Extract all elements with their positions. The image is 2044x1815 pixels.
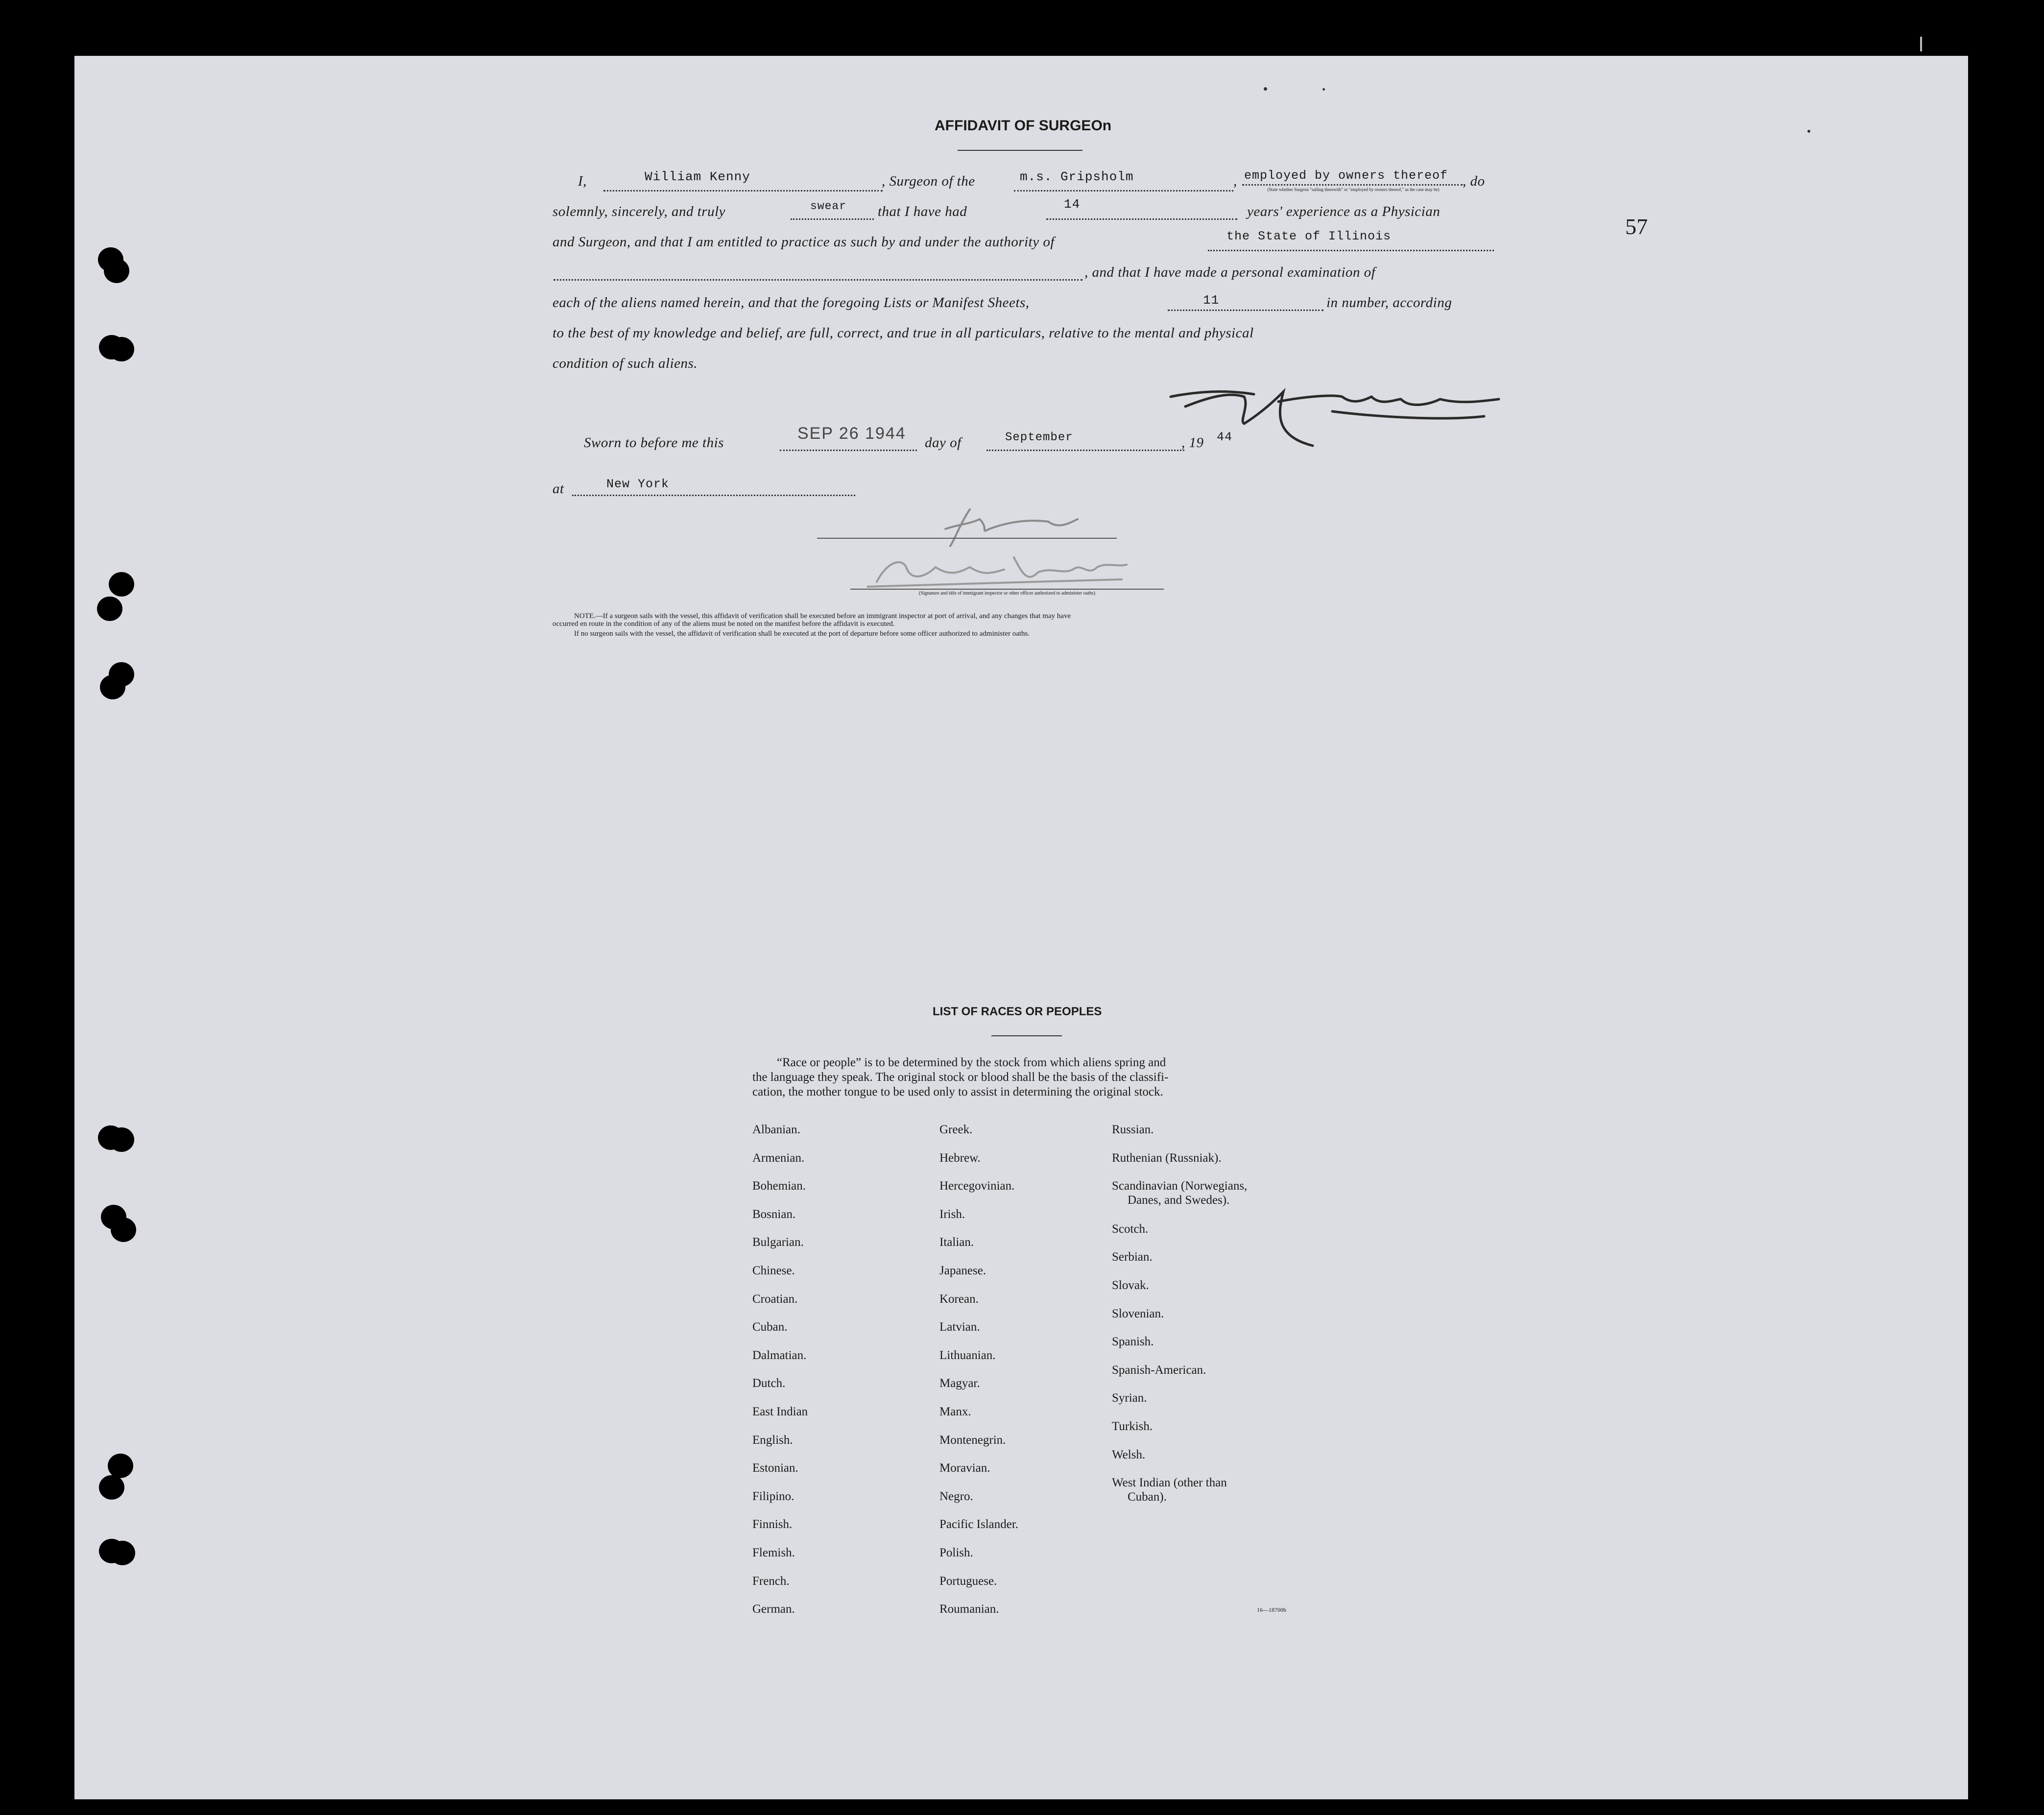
note-line-3: If no surgeon sails with the vessel, the affidavit of verification shall be executed at the port of departure before some officer authorized to administer oaths. xyxy=(574,630,1030,638)
line1-end: , do xyxy=(1463,173,1485,189)
title-rule xyxy=(958,150,1082,151)
races-intro-1: “Race or people” is to be determined by the stock from which aliens spring and xyxy=(777,1056,1166,1069)
surgeon-name-line xyxy=(603,190,883,191)
authority-line xyxy=(1208,250,1494,251)
punch-hole xyxy=(100,675,125,699)
list-item: Croatian. xyxy=(752,1292,798,1306)
list-item-line: Cuban). xyxy=(1128,1490,1167,1504)
punch-hole xyxy=(109,572,134,597)
vessel-name: m.s. Gripsholm xyxy=(1020,169,1134,184)
list-item: Estonian. xyxy=(752,1461,798,1475)
sworn-year-prefix: , 19 xyxy=(1181,435,1204,451)
line1-comma: , xyxy=(1233,173,1237,189)
speck xyxy=(1323,88,1325,91)
oath-word: swear xyxy=(810,200,847,213)
employment-note: (State whether Surgeon "sailing therewith" or "employed by owners thereof," as the case may be) xyxy=(1267,187,1440,192)
list-item: Irish. xyxy=(939,1207,965,1221)
list-item: Chinese. xyxy=(752,1264,795,1277)
races-intro-2: the language they speak. The original stock or blood shall be the basis of the classifi- xyxy=(752,1071,1169,1084)
list-item: Scotch. xyxy=(1112,1222,1149,1236)
list-item: Bosnian. xyxy=(752,1207,796,1221)
line3-prefix: and Surgeon, and that I am entitled to practice as such by and under the authority of xyxy=(553,234,1055,250)
list-item: Roumanian. xyxy=(939,1602,999,1616)
list-item: East Indian xyxy=(752,1405,808,1418)
races-title: LIST OF RACES OR PEOPLES xyxy=(933,1005,1102,1018)
list-item: Ruthenian (Russniak). xyxy=(1112,1151,1222,1165)
affidavit-title: AFFIDAVIT OF SURGEOn xyxy=(935,118,1112,134)
line2-prefix: solemnly, sincerely, and truly xyxy=(553,204,726,219)
list-item: Moravian. xyxy=(939,1461,990,1475)
list-item: Italian. xyxy=(939,1236,974,1249)
sworn-year: 44 xyxy=(1217,430,1233,444)
list-item-line: Scandinavian (Norwegians, xyxy=(1112,1179,1248,1193)
list-item: Cuban. xyxy=(752,1320,788,1334)
inspector-signature xyxy=(867,548,1131,592)
punch-hole xyxy=(109,1127,134,1152)
line2-mid: that I have had xyxy=(878,204,967,219)
list-item-line: Danes, and Swedes). xyxy=(1128,1194,1230,1207)
list-item: Slovenian. xyxy=(1112,1307,1164,1320)
at-label: at xyxy=(553,481,564,497)
list-item: Spanish-American. xyxy=(1112,1363,1206,1377)
list-item: Slovak. xyxy=(1112,1278,1149,1292)
place-line xyxy=(572,495,855,496)
list-item: German. xyxy=(752,1602,795,1616)
list-item: Latvian. xyxy=(939,1320,980,1334)
list-item: French. xyxy=(752,1574,790,1588)
list-item: Hebrew. xyxy=(939,1151,981,1165)
authority-line-2 xyxy=(553,279,1082,281)
line2-end: years' experience as a Physician xyxy=(1247,204,1441,219)
years-line xyxy=(1046,218,1237,220)
speck xyxy=(1920,37,1922,51)
list-item: Finnish. xyxy=(752,1518,793,1531)
punch-hole xyxy=(111,1218,136,1242)
note-line-1: NOTE.—If a surgeon sails with the vessel, this affidavit of verification shall be executed before an immigrant inspector at port of arrival, and any changes that may have xyxy=(574,612,1071,620)
list-item: Turkish. xyxy=(1112,1419,1153,1433)
races-intro-3: cation, the mother tongue to be used only to assist in determining the original stock. xyxy=(752,1085,1163,1099)
punch-hole xyxy=(108,1454,133,1478)
line5-prefix: each of the aliens named herein, and that the foregoing Lists or Manifest Sheets, xyxy=(553,295,1030,310)
line1-mid: , Surgeon of the xyxy=(882,173,975,189)
surgeon-name: William Kenny xyxy=(645,169,750,184)
list-item: Greek. xyxy=(939,1123,973,1136)
list-item-line: West Indian (other than xyxy=(1112,1476,1227,1490)
list-item: Welsh. xyxy=(1112,1448,1146,1461)
races-title-rule xyxy=(991,1035,1062,1036)
inspector-line-2 xyxy=(850,589,1164,590)
sworn-prefix: Sworn to before me this xyxy=(584,435,724,451)
place: New York xyxy=(606,477,670,491)
sworn-date-line xyxy=(780,450,917,451)
list-item: Hercegovinian. xyxy=(939,1179,1015,1193)
employment: employed by owners thereof xyxy=(1244,168,1448,183)
line1-prefix: I, xyxy=(578,173,587,189)
oath-line xyxy=(791,218,874,220)
inspector-line-1 xyxy=(817,538,1117,539)
line6: to the best of my knowledge and belief, are full, correct, and true in all particulars, relative to the mental and physical xyxy=(553,325,1254,341)
employment-line xyxy=(1242,184,1463,186)
sworn-date-stamp: SEP 26 1944 xyxy=(797,424,906,443)
sheets-line xyxy=(1168,310,1323,311)
list-item: Syrian. xyxy=(1112,1391,1147,1405)
list-item xyxy=(1112,1172,1247,1215)
sworn-month-line xyxy=(986,450,1184,451)
speck xyxy=(1264,87,1267,91)
punch-hole xyxy=(97,597,122,621)
list-item xyxy=(1112,1469,1247,1504)
sheets-count: 11 xyxy=(1203,293,1220,308)
punch-hole xyxy=(110,1541,135,1565)
list-item: Albanian. xyxy=(752,1123,800,1136)
list-item: Negro. xyxy=(939,1489,973,1503)
years-value: 14 xyxy=(1064,197,1081,212)
list-item: Flemish. xyxy=(752,1546,795,1559)
list-item: Lithuanian. xyxy=(939,1348,996,1362)
inspector-caption: (Signature and title of immigrant inspector or other officer authorized to administer oaths) xyxy=(918,591,1096,596)
list-item: Spanish. xyxy=(1112,1335,1154,1349)
list-item: Manx. xyxy=(939,1405,971,1418)
sworn-month: September xyxy=(1005,431,1073,444)
line5-end: in number, according xyxy=(1326,295,1452,310)
races-col-3 xyxy=(1112,1116,1247,1504)
list-item: English. xyxy=(752,1433,793,1447)
list-item: Magyar. xyxy=(939,1377,980,1390)
list-item: Russian. xyxy=(1112,1123,1154,1136)
punch-hole xyxy=(99,1475,124,1500)
authority: the State of Illinois xyxy=(1226,229,1392,243)
list-item: Montenegrin. xyxy=(939,1433,1006,1447)
list-item: Japanese. xyxy=(939,1264,986,1277)
page-number: 57 xyxy=(1625,214,1648,239)
punch-hole xyxy=(104,259,129,283)
list-item: Filipino. xyxy=(752,1489,794,1503)
form-number: 16—18700b xyxy=(1257,1606,1286,1613)
line4-end: , and that I have made a personal examination of xyxy=(1084,264,1376,280)
inspector-initials xyxy=(940,500,1122,549)
punch-hole xyxy=(109,337,134,361)
list-item: Serbian. xyxy=(1112,1250,1153,1264)
sworn-day-label: day of xyxy=(925,435,962,451)
list-item: Pacific Islander. xyxy=(939,1518,1019,1531)
list-item: Armenian. xyxy=(752,1151,805,1165)
line7: condition of such aliens. xyxy=(553,356,698,371)
list-item: Portuguese. xyxy=(939,1574,997,1588)
list-item: Dalmatian. xyxy=(752,1348,807,1362)
note-line-2: occurred en route in the condition of any of the aliens must be noted on the manifest before the affidavit is executed. xyxy=(553,620,895,628)
races-col-1 xyxy=(752,1116,808,1624)
speck xyxy=(1807,130,1810,133)
vessel-line xyxy=(1014,190,1233,191)
list-item: Korean. xyxy=(939,1292,979,1306)
manifest-sheet xyxy=(74,56,1968,1799)
races-col-2 xyxy=(939,1116,1018,1624)
list-item: Dutch. xyxy=(752,1377,786,1390)
list-item: Polish. xyxy=(939,1546,973,1559)
list-item: Bohemian. xyxy=(752,1179,806,1193)
list-item: Bulgarian. xyxy=(752,1236,804,1249)
